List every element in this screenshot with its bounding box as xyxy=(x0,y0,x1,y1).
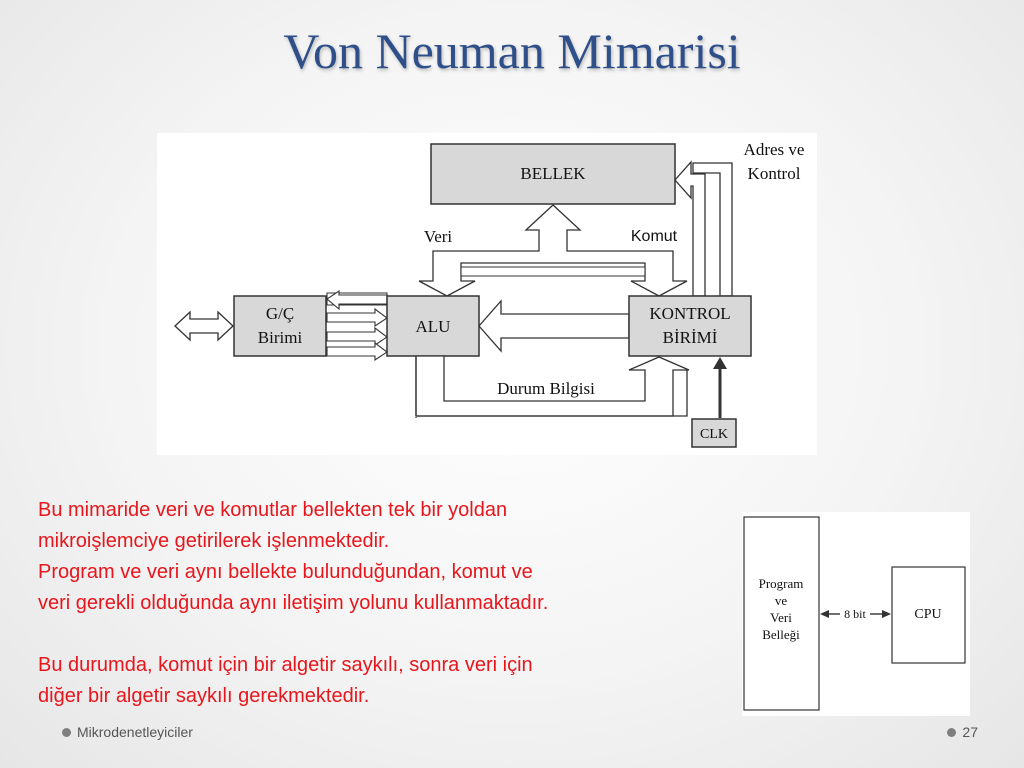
bullet-dot-icon xyxy=(947,728,956,737)
veri-label: Veri xyxy=(423,227,453,246)
memory-label-line4: Belleği xyxy=(762,627,800,642)
gc-alu-arrow-top xyxy=(327,291,387,309)
memory-label-line1: Program xyxy=(758,576,804,591)
paragraph-3-line-2: diğer bir algetir saykılı gerekmektedir. xyxy=(38,685,370,707)
kontrol-label-line1: KONTROL xyxy=(649,304,731,323)
bus-width-label: 8 bit xyxy=(844,607,866,621)
paragraph-3-line-1: Bu durumda, komut için bir algetir saykılı, sonra veri için xyxy=(38,654,533,676)
external-io-arrow xyxy=(175,312,233,340)
von-neumann-diagram xyxy=(157,133,817,455)
alu-label: ALU xyxy=(415,317,451,336)
clk-arrowhead xyxy=(713,357,727,369)
gc-alu-arrow-low xyxy=(327,328,387,345)
gc-alu-arrow-mid xyxy=(327,309,387,326)
adres-label-line2: Kontrol xyxy=(747,164,801,183)
bellek-label: BELLEK xyxy=(520,164,586,183)
komut-label: Komut xyxy=(630,228,678,245)
memory-cpu-diagram xyxy=(742,512,970,716)
bus-arrow-left-icon xyxy=(820,610,829,618)
paragraph-2-line-1: Program ve veri aynı bellekte bulunduğundan, komut ve xyxy=(38,561,533,583)
footer-left xyxy=(62,724,193,740)
clk-label: CLK xyxy=(700,427,728,442)
durum-label: Durum Bilgisi xyxy=(497,379,595,398)
gc-label-line1: G/Ç xyxy=(265,304,295,323)
memory-label-line3: Veri xyxy=(770,610,792,625)
paragraph-1-line-2: mikroişlemciye getirilerek işlenmektedir. xyxy=(38,530,390,552)
bus-arrow-right-icon xyxy=(882,610,891,618)
memory-label-line2: ve xyxy=(774,593,788,608)
adres-label-line1: Adres ve xyxy=(743,140,805,159)
inner-bus-bar xyxy=(461,267,645,276)
gc-label-line2: Birimi xyxy=(257,328,303,347)
veri-komut-bus xyxy=(419,205,687,296)
page-number: 27 xyxy=(962,724,978,740)
footer-right xyxy=(947,724,978,740)
slide-title: Von Neuman Mimarisi xyxy=(283,23,741,79)
cpu-label: CPU xyxy=(914,607,942,622)
body-text xyxy=(38,495,718,712)
bullet-dot-icon xyxy=(62,728,71,737)
kontrol-alu-arrow xyxy=(479,301,629,351)
footer-course-name: Mikrodenetleyiciler xyxy=(77,724,193,740)
kontrol-label-line2: BİRİMİ xyxy=(662,328,718,347)
paragraph-2-line-2: veri gerekli olduğunda aynı iletişim yolunu kullanmaktadır. xyxy=(38,592,549,614)
gc-alu-arrow-bottom xyxy=(327,343,387,360)
paragraph-1-line-1: Bu mimaride veri ve komutlar bellekten tek bir yoldan xyxy=(38,499,508,521)
adres-kontrol-arrow xyxy=(675,162,705,296)
